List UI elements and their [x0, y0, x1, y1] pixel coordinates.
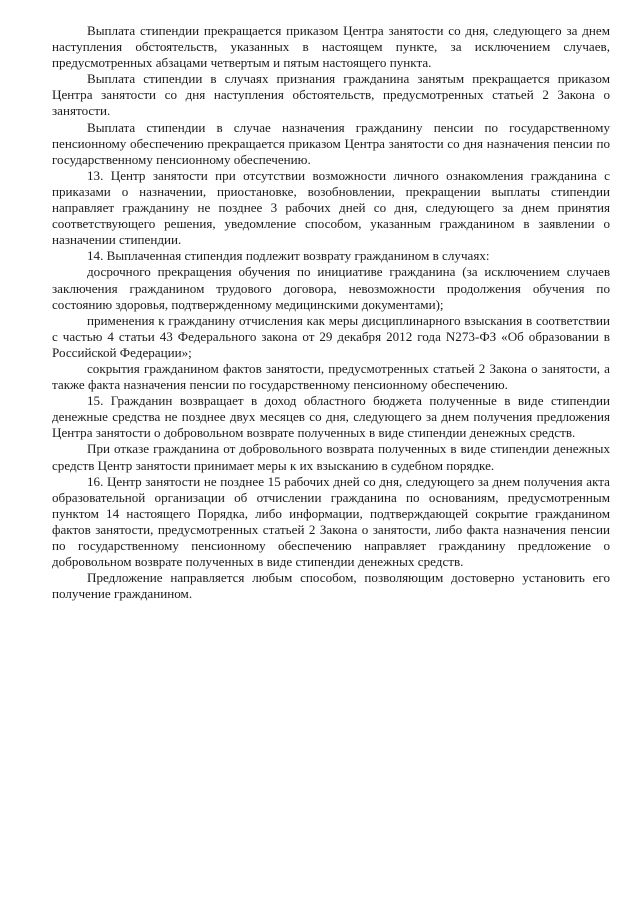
paragraph-refusal-recovery: При отказе гражданина от добровольного возврата полученных в виде стипендии денежных средств Центр занятости принимает меры к их взысканию в судебном порядке.: [52, 441, 610, 473]
paragraph-clause-14-case-concealment: сокрытия гражданином фактов занятости, предусмотренных статьей 2 Закона о занятости, а также факта назначения пенсии по государственному пенсионному обеспечению.: [52, 360, 610, 393]
paragraph-termination-employment: Выплата стипендии в случаях признания гражданина занятым прекращается приказом Центра занятости со дня наступления обстоятельств, предусмотренных статьей 2 Закона о занятости.: [52, 71, 610, 119]
paragraph-clause-15: 15. Гражданин возвращает в доход областного бюджета полученные в виде стипендии денежные средства не позднее двух месяцев со дня, следующего за днем получения предложения Центра занятости о добровольном возврате полученных в виде стипендии денежных средств.: [52, 393, 610, 441]
paragraph-clause-13: 13. Центр занятости при отсутствии возможности личного ознакомления гражданина с приказами о назначении, приостановке, возобновлении, прекращении выплаты стипендии направляет гражданину не позднее 3 рабочих дней со дня, следующего за днем принятия соответствующего решения, уведомление способом, указанным гражданином в заявлении о назначении стипендии.: [52, 167, 610, 248]
paragraph-notice-delivery: Предложение направляется любым способом, позволяющим достоверно установить его получение гражданином.: [52, 570, 610, 602]
paragraph-clause-14-case-expulsion: применения к гражданину отчисления как меры дисциплинарного взыскания в соответствии с частью 4 статьи 43 Федерального закона от 29 декабря 2012 года N273-ФЗ «Об образовании в Российской Федерации»;: [52, 312, 610, 360]
paragraph-clause-16: 16. Центр занятости не позднее 15 рабочих дней со дня, следующего за днем получения акта образовательной организации об отчислении гражданина по основаниям, предусмотренным пунктом 14 настоящего Порядка, либо информации, подтверждающей сокрытие гражданином фактов занятости, предусмотренных статьей 2 Закона о занятости, либо факта назначения пенсии по государственному пенсионному обеспечению направляет гражданину предложение о добровольном возврате полученных в виде стипендии денежных средств.: [52, 473, 610, 570]
paragraph-termination-pension: Выплата стипендии в случае назначения гражданину пенсии по государственному пенсионному обеспечению прекращается приказом Центра занятости со дня назначения пенсии по государственному пенсионному обеспечению.: [52, 119, 610, 167]
document-body: [52, 23, 610, 602]
paragraph-clause-14: 14. Выплаченная стипендия подлежит возврату гражданином в случаях:: [87, 248, 490, 264]
paragraph-stipend-termination: Выплата стипендии прекращается приказом Центра занятости со дня, следующего за днем наступления обстоятельств, указанных в настоящем пункте, за исключением случаев, предусмотренных абзацами четвертым и пятым настоящего пункта.: [52, 23, 610, 71]
paragraph-clause-14-case-early-termination: досрочного прекращения обучения по инициативе гражданина (за исключением случаев заключения гражданином трудового договора, невозможности продолжения обучения по состоянию здоровья, подтвержденному медицинскими документами);: [52, 264, 610, 312]
